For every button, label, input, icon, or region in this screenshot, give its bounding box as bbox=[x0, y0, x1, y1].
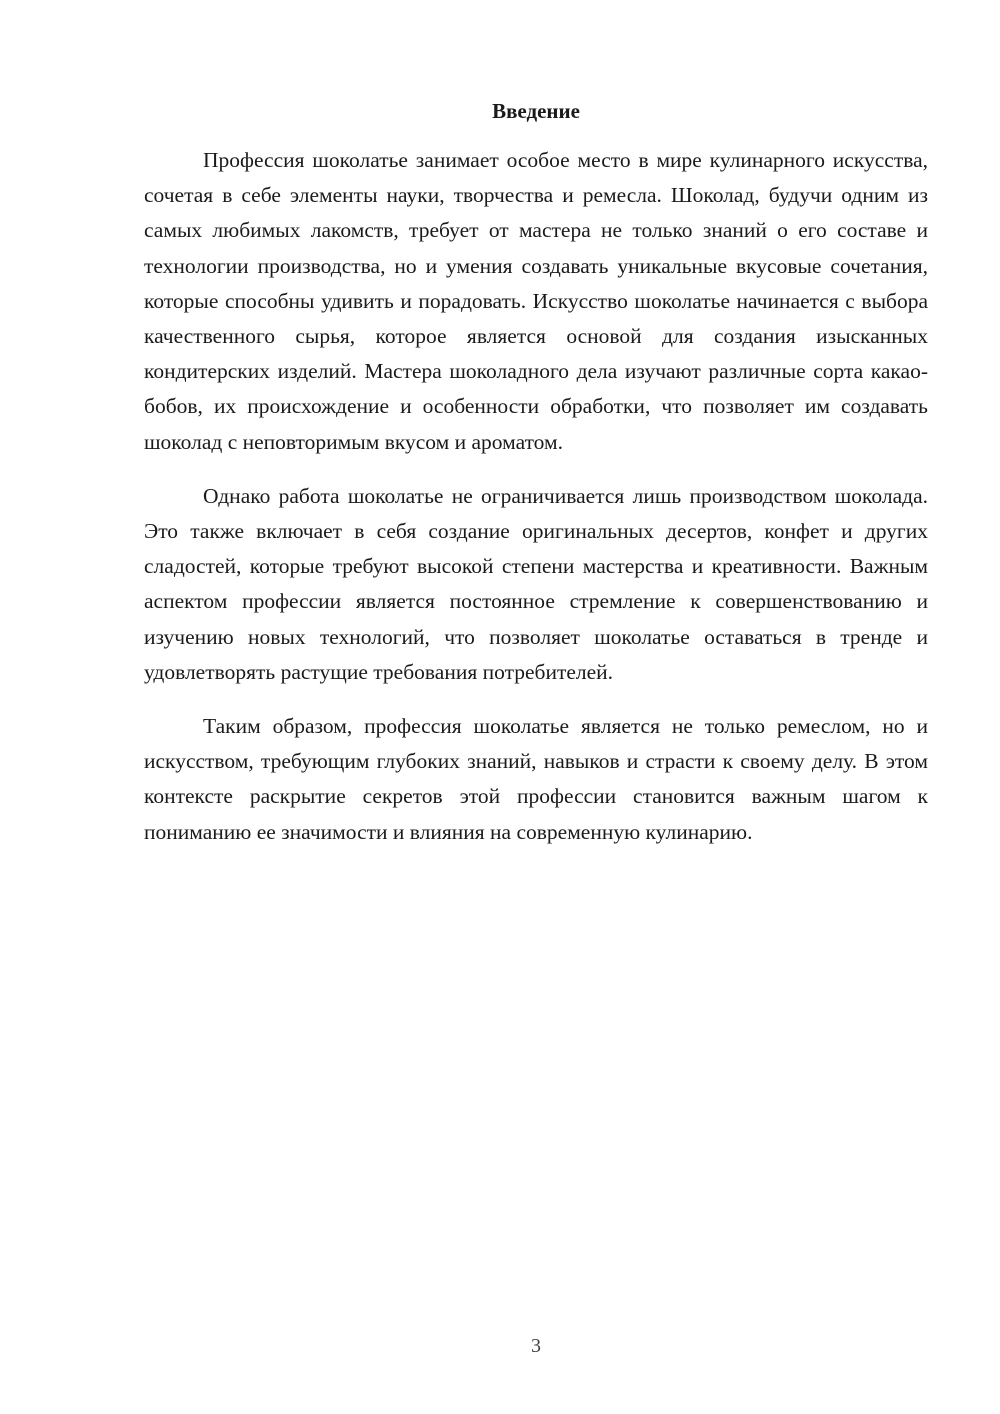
paragraph-3: Таким образом, профессия шоколатье является не только ремеслом, но и искусством, требующим глубоких знаний, навыков и страсти к своему делу. В этом контексте раскрытие секретов этой профессии становится важным шагом к пониманию ее значимости и влияния на современную кулинарию. bbox=[144, 714, 928, 844]
page-number: 3 bbox=[531, 1335, 541, 1357]
section-title: Введение bbox=[492, 99, 580, 123]
paragraph-2: Однако работа шоколатье не ограничивается лишь производством шоколада. Это также включает в себя создание оригинальных десертов, конфет и других сладостей, которые требуют высокой степени мастерства и креативности. Важным аспектом профессии является постоянное стремление к совершенствованию и изучению новых технологий, что позволяет шоколатье оставаться в тренде и удовлетворять растущие требования потребителей. bbox=[144, 483, 928, 684]
body-text bbox=[144, 143, 928, 850]
paragraph-1: Профессия шоколатье занимает особое место в мире кулинарного искусства, сочетая в себе элементы науки, творчества и ремесла. Шоколад, будучи одним из самых любимых лакомств, требует от мастера не только знаний о его составе и технологии производства, но и умения создавать уникальные вкусовые сочетания, которые способны удивить и порадовать. Искусство шоколатье начинается с выбора качественного сырья, которое является основой для создания изысканных кондитерских изделий. Мастера шоколадного дела изучают различные сорта какао-бобов, их происхождение и особенности обработки, что позволяет им создавать шоколад с неповторимым вкусом и ароматом. bbox=[144, 148, 928, 454]
